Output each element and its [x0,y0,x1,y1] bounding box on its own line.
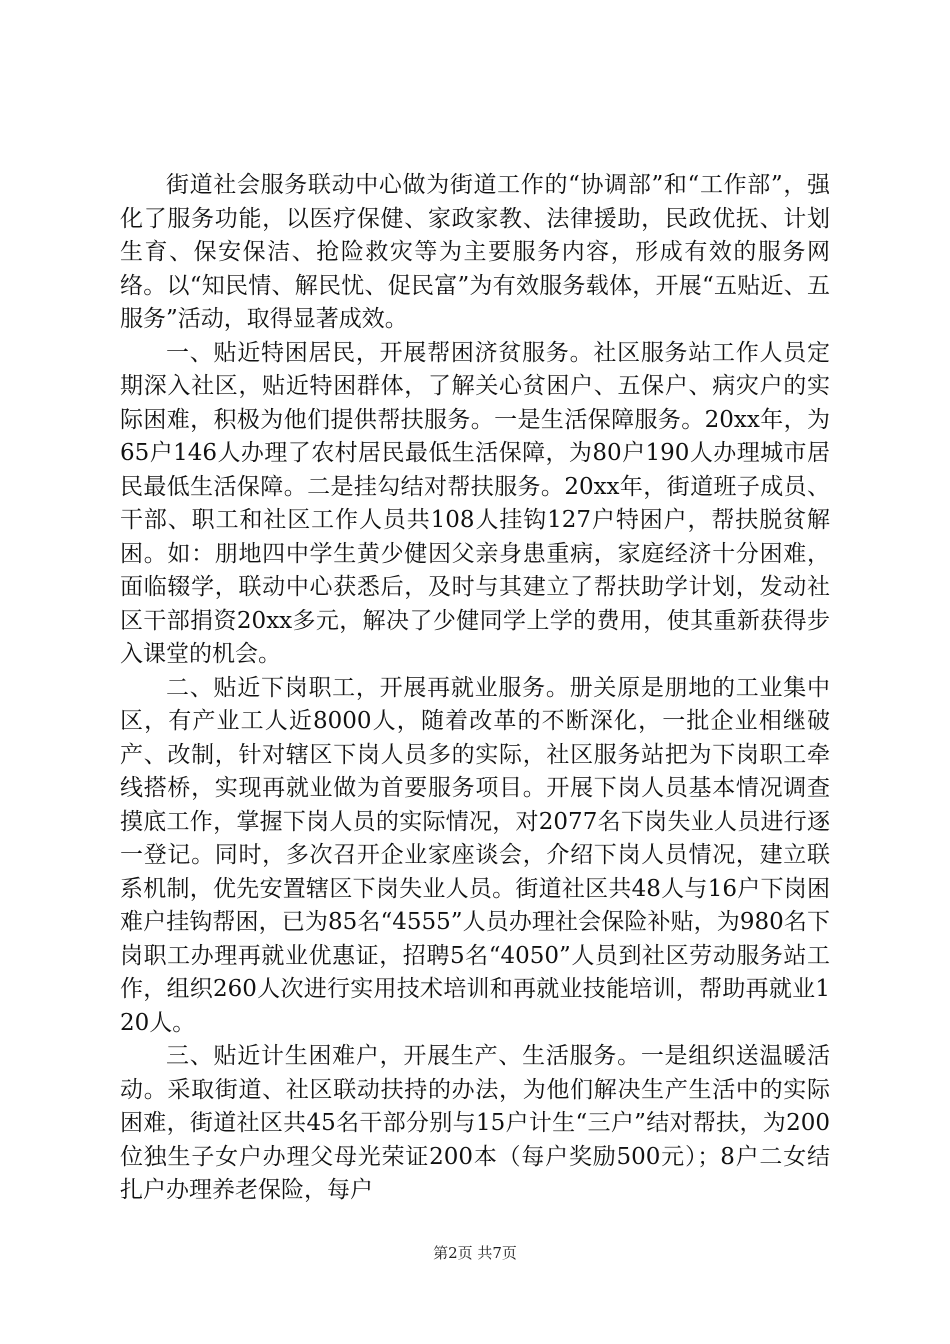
page-footer [0,1243,950,1263]
paragraph-section-3: 三、贴近计生困难户，开展生产、生活服务。一是组织送温暖活动。采取街道、社区联动扶持的办法，为他们解决生产生活中的实际困难，街道社区共45名干部分别与15户计生“三户”结对帮扶，为200位独生子女户办理父母光荣证200本（每户奖励500元）；8户二女结扎户办理养老保险，每户 [120,1043,830,1203]
paragraph-section-2: 二、贴近下岗职工，开展再就业服务。册关原是朋地的工业集中区，有产业工人近8000人，随着改革的不断深化，一批企业相继破产、改制，针对辖区下岗人员多的实际，社区服务站把为下岗职工牵线搭桥，实现再就业做为首要服务项目。开展下岗人员基本情况调查摸底工作，掌握下岗人员的实际情况，对2077名下岗失业人员进行逐一登记。同时，多次召开企业家座谈会，介绍下岗人员情况，建立联系机制，优先安置辖区下岗失业人员。街道社区共48人与16户下岗困难户挂钩帮困，已为85名“4555”人员办理社会保险补贴，为980名下岗职工办理再就业优惠证，招聘5名“4050”人员到社区劳动服务站工作，组织260人次进行实用技术培训和再就业技能培训，帮助再就业120人。 [120,674,830,1036]
paragraph-intro: 街道社会服务联动中心做为街道工作的“协调部”和“工作部”，强化了服务功能，以医疗保健、家政家教、法律援助，民政优抚、计划生育、保安保洁、抢险救灾等为主要服务内容，形成有效的服务网络。以“知民情、解民忧、促民富”为有效服务载体，开展“五贴近、五服务”活动，取得显著成效。 [120,172,830,332]
page-number-label: 第2页 共7页 [433,1244,517,1262]
document-body [120,169,830,1208]
paragraph-section-1: 一、贴近特困居民，开展帮困济贫服务。社区服务站工作人员定期深入社区，贴近特困群体，了解关心贫困户、五保户、病灾户的实际困难，积极为他们提供帮扶服务。一是生活保障服务。20xx年，为65户146人办理了农村居民最低生活保障，为80户190人办理城市居民最低生活保障。二是挂勾结对帮扶服务。20xx年，街道班子成员、干部、职工和社区工作人员共108人挂钩127户特困户，帮扶脱贫解困。如：朋地四中学生黄少健因父亲身患重病，家庭经济十分困难，面临辍学，联动中心获悉后，及时与其建立了帮扶助学计划，发动社区干部捐资20xx多元，解决了少健同学上学的费用，使其重新获得步入课堂的机会。 [120,339,830,667]
